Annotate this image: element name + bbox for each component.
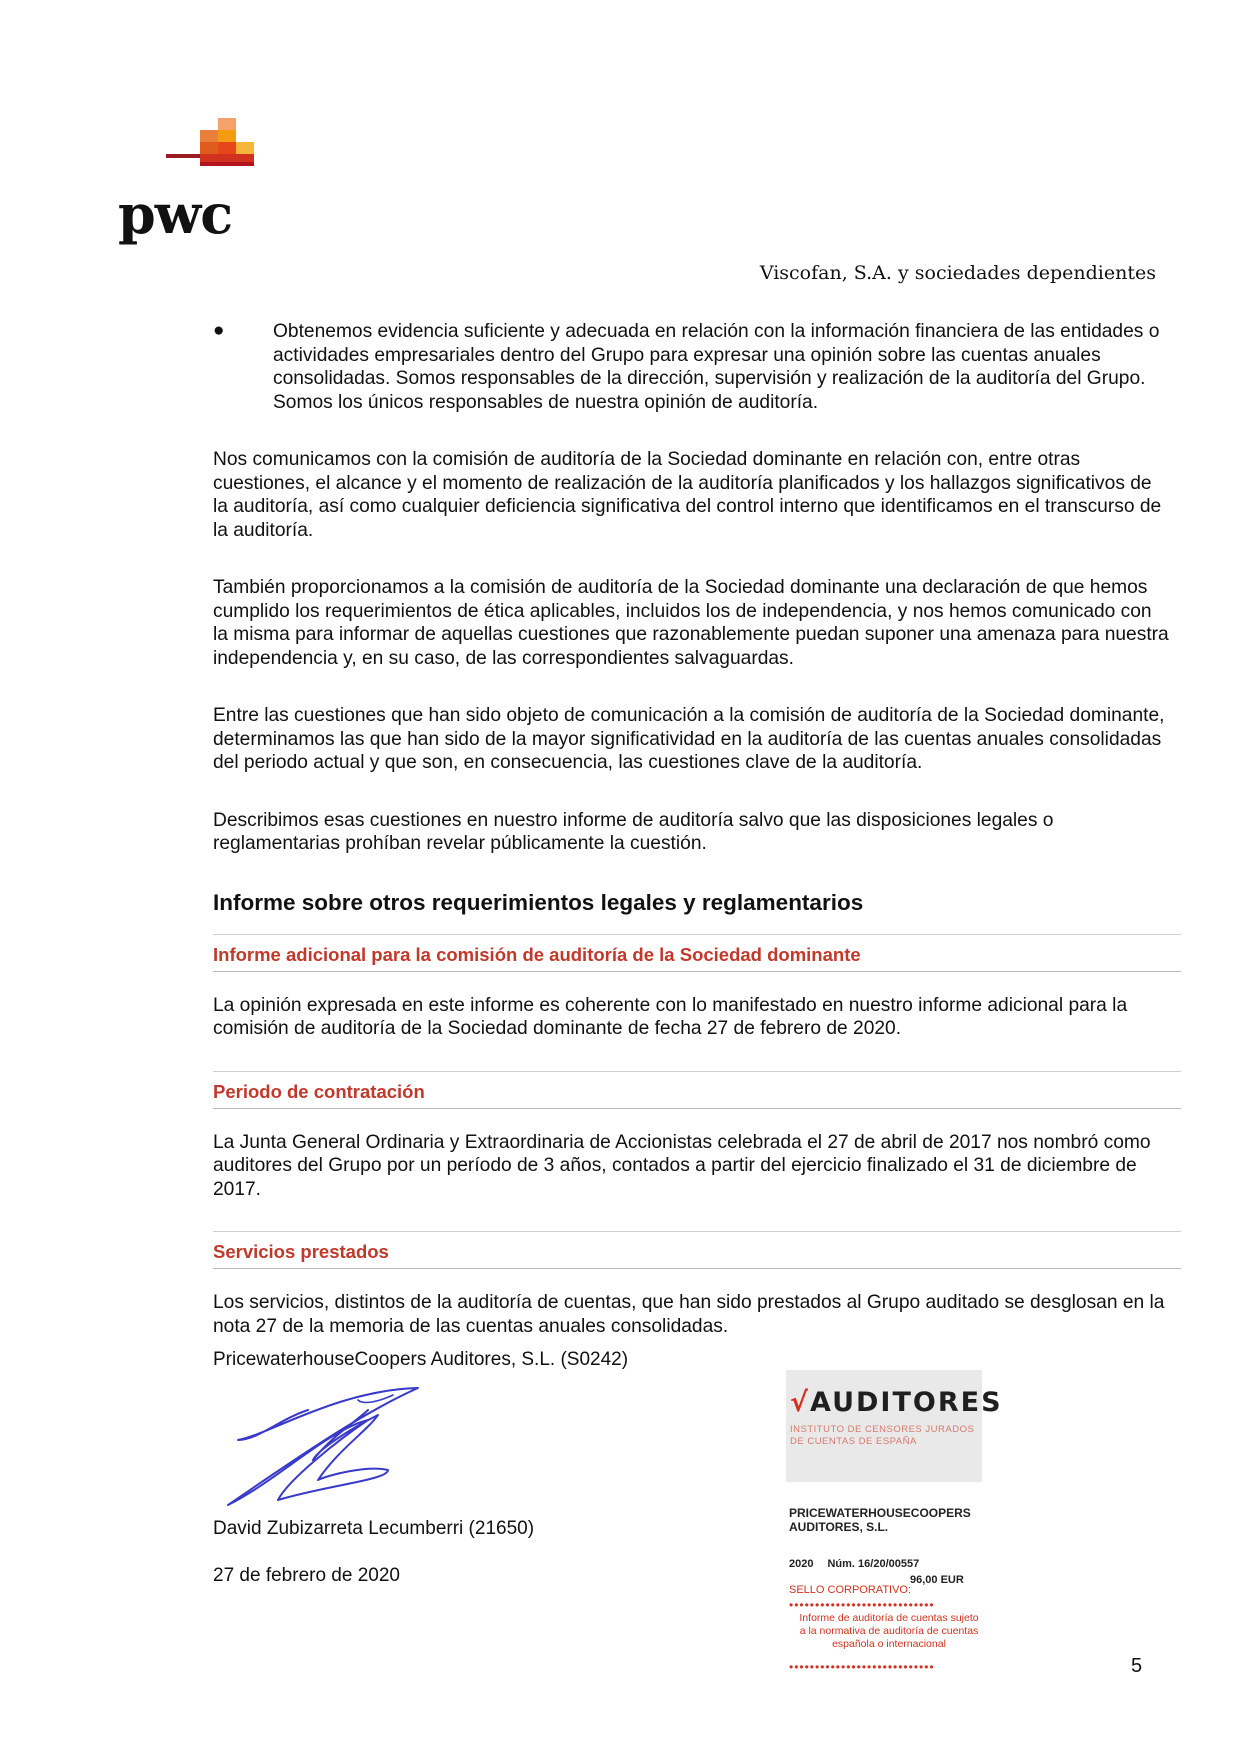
stamp-word: AUDITORES — [810, 1387, 1003, 1418]
stamp-institute — [790, 1424, 980, 1448]
paragraph-description: Describimos esas cuestiones en nuestro informe de auditoría salvo que las disposiciones legales o reglamentarias prohíban revelar públicamente la cuestión. — [213, 809, 1054, 854]
bullet-icon: ● — [213, 320, 225, 341]
subheading-additional-report: Informe adicional para la comisión de auditoría de la Sociedad dominante — [213, 934, 1181, 972]
stamp-year: 2020 — [789, 1558, 814, 1570]
paragraph-services: Los servicios, distintos de la auditoría de cuentas, que han sido prestados al Grupo auditado se desglosan en la nota 27 de la memoria de las cuentas anuales consolidadas. — [213, 1292, 1165, 1337]
stamp-firm-line1: PRICEWATERHOUSECOOPERS — [789, 1506, 971, 1520]
paragraph-independence: También proporcionamos a la comisión de auditoría de la Sociedad dominante una declaración de que hemos cumplido los requerimientos de ética aplicables, incluidos los de independencia, y nos hemos comunicado con la misma para informar de aquellas cuestiones que razonablemente puedan suponer una amenaza para nuestra independencia y, en su caso, de las correspondientes salvaguardas. — [213, 577, 1169, 669]
stamp-note-line3: española o internacional — [832, 1638, 946, 1650]
stamp-note-line2: a la normativa de auditoría de cuentas — [799, 1625, 979, 1637]
stamp-firm-line2: AUDITORES, S.L. — [789, 1520, 889, 1534]
bullet-item — [213, 320, 1171, 414]
stamp-auditores-logo — [790, 1387, 1003, 1418]
stamp-firm — [789, 1506, 971, 1534]
stamp-seal-label: SELLO CORPORATIVO: — [789, 1584, 912, 1596]
auditor-firm: PricewaterhouseCoopers Auditores, S.L. (S0242) — [213, 1349, 629, 1370]
paragraph-communication: Nos comunicamos con la comisión de auditoría de la Sociedad dominante en relación con, entre otras cuestiones, el alcance y el momento de realización de la auditoría planificados y los hallazgos significativos de la auditoría, así como cualquier deficiencia significativa del control interno que identificamos en el transcurso de la auditoría. — [213, 449, 1162, 541]
pwc-logo-text: pwc — [118, 182, 233, 246]
stamp-number-line — [789, 1558, 919, 1570]
stamp-amount: 96,00 EUR — [910, 1574, 964, 1586]
bullet-text: Obtenemos evidencia suficiente y adecuada en relación con la información financiera de las entidades o actividades empresariales dentro del Grupo para expresar una opinión sobre las cuentas anuales consolidadas. Somos responsables de la dirección, supervisión y realización de la auditoría del Grupo. Somos los únicos responsables de nuestra opinión de auditoría. — [273, 321, 1160, 413]
handwritten-signature-icon — [218, 1380, 458, 1510]
stamp-dots-bottom: •••••••••••••••••••••••••••• — [789, 1660, 935, 1674]
stamp-note — [786, 1612, 992, 1651]
subheading-contract-period: Periodo de contratación — [213, 1071, 1181, 1109]
company-header: Viscofan, S.A. y sociedades dependientes — [759, 262, 1156, 284]
stamp-institute-line1: INSTITUTO DE CENSORES JURADOS — [790, 1424, 975, 1435]
subheading-services: Servicios prestados — [213, 1231, 1181, 1269]
page-number: 5 — [1131, 1655, 1143, 1677]
section-title: Informe sobre otros requerimientos legales y reglamentarios — [213, 889, 864, 915]
stamp-institute-line2: DE CUENTAS DE ESPAÑA — [790, 1436, 917, 1447]
paragraph-additional-report: La opinión expresada en este informe es coherente con lo manifestado en nuestro informe adicional para la comisión de auditoría de la Sociedad dominante de fecha 27 de febrero de 2020. — [213, 994, 1128, 1039]
stamp-note-line1: Informe de auditoría de cuentas sujeto — [799, 1612, 979, 1624]
report-body — [213, 320, 1171, 1368]
signature-date: 27 de febrero de 2020 — [213, 1565, 400, 1586]
stamp-dots-top: •••••••••••••••••••••••••••• — [789, 1598, 935, 1612]
signer-name: David Zubizarreta Lecumberri (21650) — [213, 1518, 535, 1539]
paragraph-key-matters: Entre las cuestiones que han sido objeto de comunicación a la comisión de auditoría de la Sociedad dominante, determinamos las que han sido de la mayor significatividad en la auditoría de las cuentas anuales consolidadas del periodo actual y que son, en consecuencia, las cuestiones clave de la auditoría. — [213, 705, 1165, 773]
stamp-check-icon: √ — [790, 1387, 811, 1418]
stamp-number: Núm. 16/20/00557 — [827, 1558, 920, 1570]
paragraph-contract-period: La Junta General Ordinaria y Extraordinaria de Accionistas celebrada el 27 de abril de 2017 nos nombró como auditores del Grupo por un período de 3 años, contados a partir del ejercicio finalizado el 31 de diciembre de 2017. — [213, 1131, 1151, 1200]
